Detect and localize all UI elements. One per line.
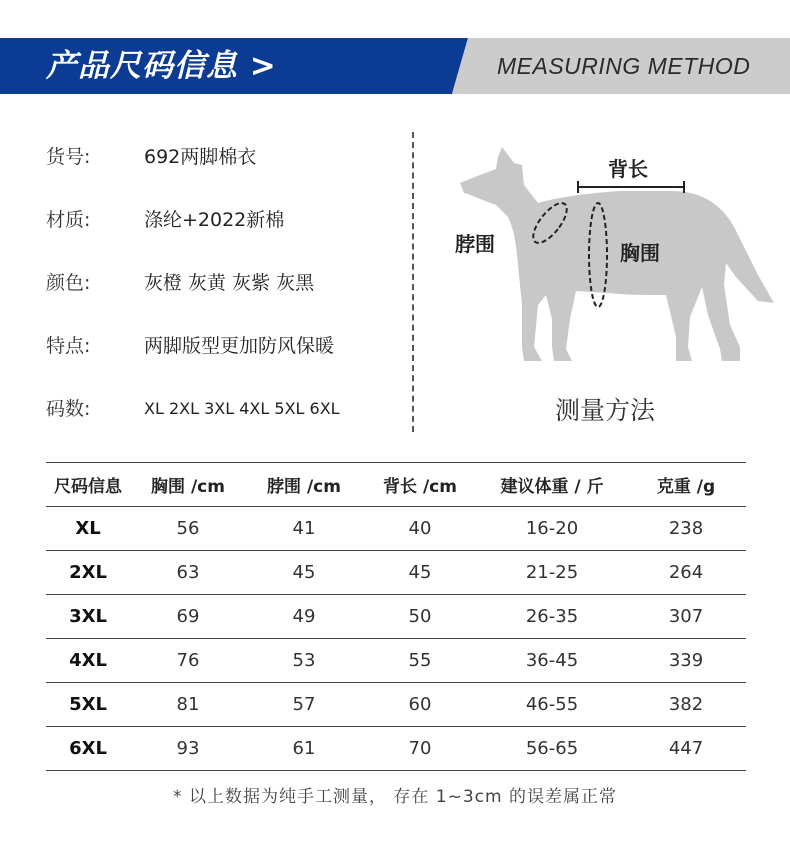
- size-cell: 5XL: [46, 683, 130, 727]
- info-value: 涤纶+2022新棉: [144, 209, 285, 231]
- back-length-label: 背长: [608, 157, 648, 181]
- size-cell: 3XL: [46, 595, 130, 639]
- back-length-cell: 55: [362, 639, 478, 683]
- info-value: 692两脚棉衣: [144, 146, 257, 168]
- table-row: [46, 595, 746, 639]
- neck-cell: 57: [246, 683, 362, 727]
- header-neck: 脖围 /cm: [246, 463, 362, 507]
- chest-cell: 81: [130, 683, 246, 727]
- chest-label: 胸围: [620, 241, 660, 265]
- back-length-cell: 40: [362, 507, 478, 551]
- neck-cell: 41: [246, 507, 362, 551]
- chest-cell: 63: [130, 551, 246, 595]
- info-label: 颜色:: [46, 272, 91, 294]
- info-label: 货号:: [46, 146, 91, 168]
- info-value: 灰橙 灰黄 灰紫 灰黑: [144, 272, 315, 294]
- table-header-row: [46, 463, 746, 507]
- weight-cell: 56-65: [478, 727, 626, 771]
- header-weight: 建议体重 / 斤: [478, 463, 626, 507]
- info-label: 码数:: [46, 398, 91, 420]
- measuring-method-caption: 测量方法: [555, 396, 656, 425]
- weight-cell: 16-20: [478, 507, 626, 551]
- size-table: [46, 462, 746, 771]
- header-chest: 胸围 /cm: [130, 463, 246, 507]
- chest-cell: 56: [130, 507, 246, 551]
- fabric-weight-cell: 382: [626, 683, 746, 727]
- size-cell: 4XL: [46, 639, 130, 683]
- neck-cell: 45: [246, 551, 362, 595]
- fabric-weight-cell: 238: [626, 507, 746, 551]
- info-value: XL 2XL 3XL 4XL 5XL 6XL: [144, 399, 340, 418]
- neck-label: 脖围: [455, 232, 495, 256]
- back-length-cell: 60: [362, 683, 478, 727]
- table-row: [46, 727, 746, 771]
- back-length-cell: 70: [362, 727, 478, 771]
- header-fabric-weight: 克重 /g: [626, 463, 746, 507]
- banner-subtitle: MEASURING METHOD: [497, 53, 751, 79]
- banner-title: 产品尺码信息 >: [46, 48, 277, 84]
- weight-cell: 46-55: [478, 683, 626, 727]
- size-cell: 6XL: [46, 727, 130, 771]
- chest-cell: 69: [130, 595, 246, 639]
- fabric-weight-cell: 307: [626, 595, 746, 639]
- weight-cell: 21-25: [478, 551, 626, 595]
- size-cell: 2XL: [46, 551, 130, 595]
- chest-cell: 93: [130, 727, 246, 771]
- size-cell: XL: [46, 507, 130, 551]
- back-length-cell: 50: [362, 595, 478, 639]
- neck-cell: 49: [246, 595, 362, 639]
- neck-cell: 53: [246, 639, 362, 683]
- weight-cell: 36-45: [478, 639, 626, 683]
- chest-cell: 76: [130, 639, 246, 683]
- fabric-weight-cell: 339: [626, 639, 746, 683]
- header-back-length: 背长 /cm: [362, 463, 478, 507]
- table-row: [46, 507, 746, 551]
- back-length-cell: 45: [362, 551, 478, 595]
- info-label: 特点:: [46, 335, 91, 357]
- table-row: [46, 683, 746, 727]
- header-size: 尺码信息: [46, 463, 130, 507]
- table-row: [46, 639, 746, 683]
- dashed-divider: [412, 132, 414, 432]
- fabric-weight-cell: 447: [626, 727, 746, 771]
- neck-cell: 61: [246, 727, 362, 771]
- weight-cell: 26-35: [478, 595, 626, 639]
- table-row: [46, 551, 746, 595]
- info-label: 材质:: [46, 209, 91, 231]
- fabric-weight-cell: 264: [626, 551, 746, 595]
- header-banner: [0, 38, 790, 94]
- measurement-footnote: * 以上数据为纯手工测量， 存在 1~3cm 的误差属正常: [173, 787, 617, 807]
- info-value: 两脚版型更加防风保暖: [144, 335, 335, 357]
